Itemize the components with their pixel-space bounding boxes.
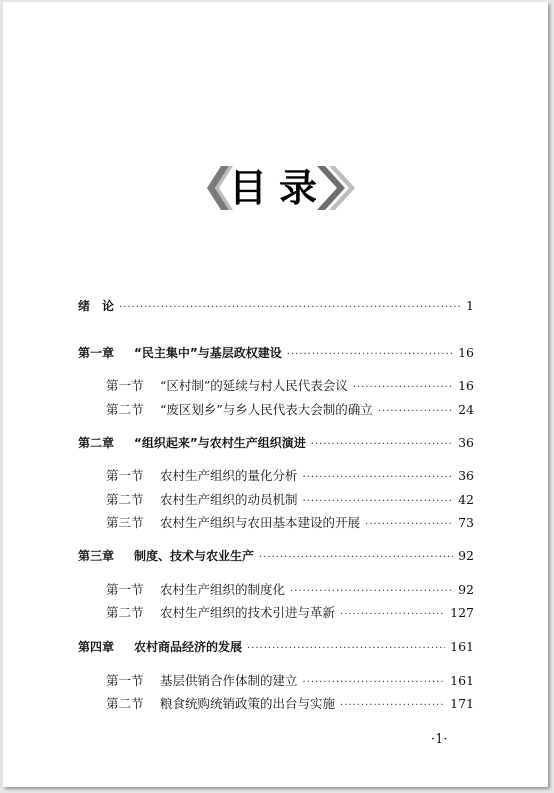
section-title: 农村生产组织的技术引进与革新 [160, 605, 336, 620]
chapter-number: 第四章 [78, 640, 115, 654]
toc-entry-section[interactable] [106, 378, 474, 396]
page-number: 92 [458, 548, 474, 563]
page-title: 目录 [228, 166, 329, 210]
page-number: 16 [458, 345, 474, 360]
section-title: “区村制”的延续与村人民代表会议 [160, 378, 348, 393]
section-number: 第一节 [106, 378, 144, 393]
page-folio: ·1· [431, 732, 448, 747]
toc-entry-chapter-4[interactable] [78, 639, 474, 657]
section-number: 第一节 [106, 673, 144, 688]
section-title: 基层供销合作体制的建立 [160, 673, 298, 688]
page [3, 2, 548, 787]
leader-dots [259, 550, 453, 566]
toc-entry-section[interactable] [106, 492, 474, 510]
section-title: 农村生产组织与农田基本建设的开展 [160, 515, 361, 530]
page-number: 92 [458, 582, 474, 597]
page-number: 171 [450, 696, 474, 711]
section-title: 粮食统购统销政策的出台与实施 [160, 696, 336, 711]
chapter-number: 第二章 [78, 436, 115, 450]
leader-dots [353, 380, 453, 396]
toc-entry-section[interactable] [106, 515, 474, 533]
toc-entry-section[interactable] [106, 582, 474, 600]
section-number: 第三节 [106, 515, 144, 530]
leader-dots [303, 675, 446, 691]
toc-entry-introduction[interactable] [78, 298, 474, 316]
page-number: 1 [466, 298, 474, 313]
toc-entry-chapter-2[interactable] [78, 435, 474, 453]
leader-dots [290, 584, 453, 600]
page-number: 16 [458, 378, 474, 393]
page-number: 161 [450, 639, 474, 654]
page-number: 24 [458, 402, 474, 417]
chapter-number: 第三章 [78, 549, 115, 563]
chapter-title: “民主集中”与基层政权建设 [134, 346, 282, 360]
page-number: 73 [458, 515, 474, 530]
toc-entry-section[interactable] [106, 468, 474, 486]
section-title: “废区划乡”与乡人民代表大会制的确立 [160, 402, 373, 417]
section-title: 农村生产组织的量化分析 [160, 468, 298, 483]
section-number: 第二节 [106, 492, 144, 507]
section-number: 第一节 [106, 468, 144, 483]
toc-entry-section[interactable] [106, 402, 474, 420]
leader-dots [340, 698, 445, 714]
table-of-contents [3, 2, 548, 787]
leader-dots [303, 470, 454, 486]
leader-dots [287, 347, 453, 363]
chapter-title: 制度、技术与农业生产 [134, 549, 255, 563]
chapter-title: “组织起来”与农村生产组织演进 [134, 436, 306, 450]
leader-dots [365, 517, 453, 533]
section-number: 第一节 [106, 582, 144, 597]
toc-entry-chapter-3[interactable] [78, 548, 474, 566]
section-title: 农村生产组织的动员机制 [160, 492, 298, 507]
entry-label: 绪 论 [78, 299, 115, 313]
page-number: 127 [450, 605, 474, 620]
leader-dots [311, 437, 453, 453]
toc-entry-section[interactable] [106, 696, 474, 714]
leader-dots [119, 300, 461, 316]
leader-dots [340, 607, 445, 623]
chapter-title: 农村商品经济的发展 [134, 640, 243, 654]
page-number: 161 [450, 673, 474, 688]
leader-dots [247, 641, 445, 657]
page-number: 36 [458, 435, 474, 450]
section-number: 第二节 [106, 402, 144, 417]
section-number: 第二节 [106, 696, 144, 711]
section-title: 农村生产组织的制度化 [160, 582, 286, 597]
section-number: 第二节 [106, 605, 144, 620]
leader-dots [378, 404, 453, 420]
toc-entry-section[interactable] [106, 605, 474, 623]
leader-dots [303, 494, 454, 510]
toc-entry-chapter-1[interactable] [78, 345, 474, 363]
chapter-number: 第一章 [78, 346, 115, 360]
page-number: 42 [458, 492, 474, 507]
page-number: 36 [458, 468, 474, 483]
toc-entry-section[interactable] [106, 673, 474, 691]
